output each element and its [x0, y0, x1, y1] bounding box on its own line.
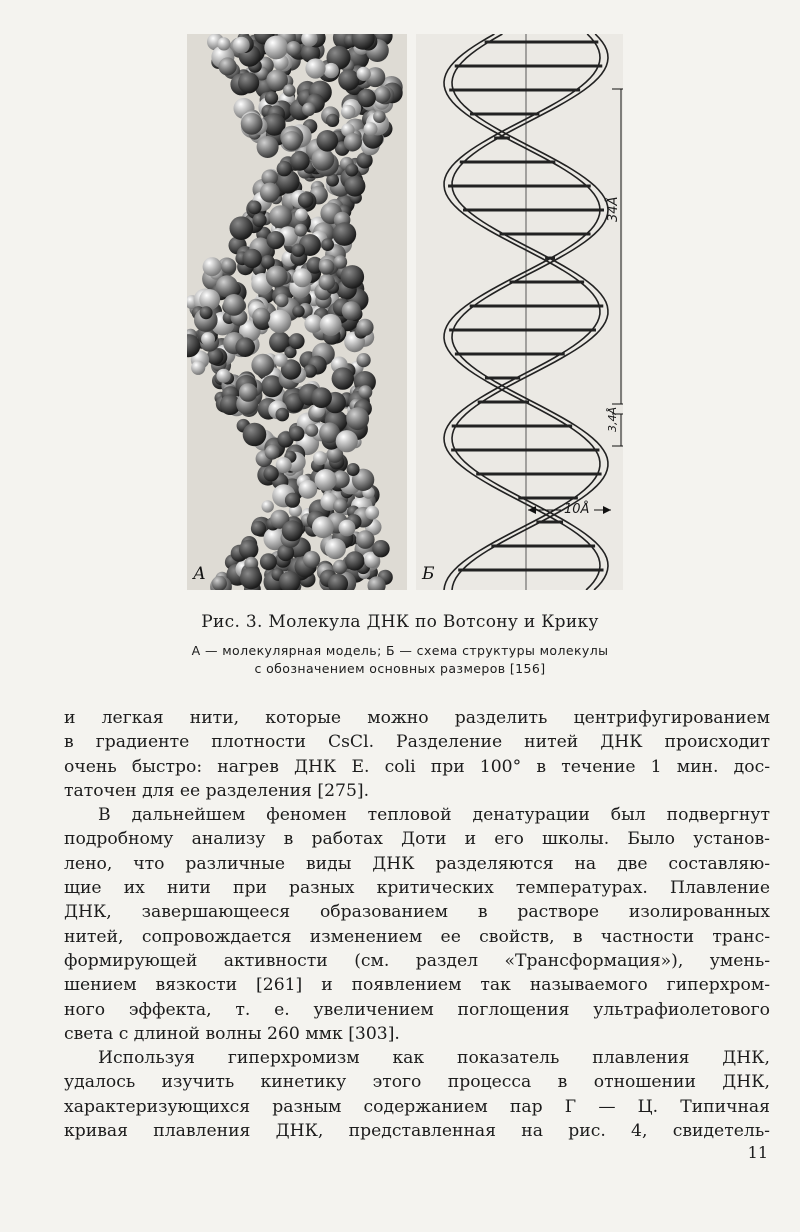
atom-ball — [221, 258, 236, 273]
atom-ball — [298, 192, 314, 208]
atom-ball — [238, 72, 259, 93]
atom-ball — [341, 265, 365, 289]
atom-ball — [274, 353, 288, 367]
panel-a-letter: А — [193, 564, 206, 584]
atom-ball — [341, 105, 355, 119]
atom-ball — [374, 86, 391, 103]
atom-ball — [344, 176, 365, 197]
figure-caption-title: Рис. 3. Молекула ДНК по Вотсону и Крику — [201, 612, 599, 632]
atom-ball — [260, 183, 280, 203]
atom-ball — [333, 499, 348, 514]
atom-ball — [365, 506, 379, 520]
text-line: и легкая нити, которые можно разделить центрифугированием — [64, 708, 770, 728]
atom-ball — [373, 110, 386, 123]
atom-ball — [266, 266, 288, 288]
text-line: ДНК, завершающееся образованием в растворе изолированных — [64, 902, 770, 923]
atom-ball — [315, 469, 337, 491]
atom-ball — [233, 37, 250, 54]
atom-ball — [346, 407, 369, 430]
figure-caption-legend-1: А — молекулярная модель; Б — схема структуры молекулы — [191, 643, 609, 658]
atom-ball — [217, 37, 230, 50]
atom-ball — [240, 567, 262, 589]
atom-ball — [326, 114, 339, 127]
atom-ball — [282, 131, 302, 151]
atom-ball — [268, 310, 291, 333]
atom-ball — [277, 161, 292, 176]
atom-ball — [251, 354, 274, 377]
molecular-model-image — [187, 34, 407, 590]
atom-ball — [262, 500, 274, 512]
atom-ball — [342, 301, 361, 320]
atom-ball — [319, 274, 335, 290]
atom-ball — [260, 553, 277, 570]
atom-ball — [364, 122, 378, 136]
atom-ball — [282, 520, 303, 541]
atom-ball — [295, 208, 308, 221]
atom-ball — [219, 57, 237, 75]
atom-ball — [248, 201, 262, 215]
atom-ball — [252, 308, 270, 326]
atom-ball — [275, 294, 288, 307]
atom-ball — [332, 367, 354, 389]
rise-label: 3,4Å — [606, 406, 619, 432]
atom-ball — [241, 113, 263, 135]
atom-ball — [265, 445, 280, 460]
atom-ball — [269, 205, 292, 228]
atom-ball — [263, 466, 278, 481]
diameter-label: 10Å — [564, 502, 590, 517]
text-line: подробному анализу в работах Доти и его школы. Было установ- — [64, 829, 770, 850]
atom-ball — [359, 385, 373, 399]
atom-ball — [344, 133, 362, 151]
atom-ball — [289, 426, 304, 441]
atom-ball — [286, 41, 301, 56]
atom-ball — [357, 353, 371, 367]
arrowhead — [603, 506, 611, 514]
atom-ball — [243, 249, 262, 268]
atom-ball — [293, 268, 312, 287]
atom-ball — [294, 224, 307, 237]
atom-ball — [356, 319, 373, 336]
text-line: удалось изучить кинетику этого процесса в отношении ДНК, — [64, 1072, 770, 1093]
text-line: света с длиной волны 260 ммк [303]. — [64, 1023, 400, 1044]
text-line: лено, что различные виды ДНК разделяются на две составляю- — [64, 853, 770, 874]
atom-ball — [276, 408, 290, 422]
atom-ball — [320, 314, 342, 336]
atom-ball — [251, 521, 266, 536]
atom-ball — [283, 84, 296, 97]
atom-ball — [217, 369, 231, 383]
atom-ball — [345, 551, 364, 570]
body-text — [64, 706, 770, 1143]
pitch-label: 34Å — [606, 196, 621, 222]
atom-ball — [317, 130, 339, 152]
atom-ball — [302, 103, 316, 117]
atom-ball — [264, 36, 288, 60]
atom-ball — [334, 255, 348, 269]
atom-ball — [305, 58, 325, 78]
atom-ball — [319, 259, 335, 275]
atom-ball — [312, 148, 335, 171]
helix-schematic — [416, 34, 623, 590]
atom-ball — [235, 337, 255, 357]
atom-ball — [324, 63, 339, 78]
atom-ball — [285, 493, 300, 508]
text-line: таточен для ее разделения [275]. — [64, 780, 370, 801]
atom-ball — [239, 540, 258, 559]
text-line: формирующей активности (см. раздел «Трансформация»), умень- — [64, 950, 770, 971]
atom-ball — [292, 305, 304, 317]
atom-ball — [191, 361, 205, 375]
atom-ball — [265, 91, 278, 104]
text-line: Используя гиперхромизм как показатель плавления ДНК, — [98, 1048, 770, 1069]
atom-ball — [239, 383, 258, 402]
text-line: щие их нити при разных критических температурах. Плавление — [64, 878, 770, 899]
atom-ball — [347, 463, 360, 476]
atom-ball — [333, 222, 357, 246]
text-line: характеризующихся разным содержанием пар Г — Ц. Типичная — [64, 1096, 770, 1117]
atom-ball — [203, 257, 222, 276]
text-line: нитей, сопровождается изменением ее свойств, в частности транс- — [64, 926, 770, 947]
atom-ball — [305, 424, 318, 437]
atom-ball — [313, 451, 327, 465]
atom-ball — [339, 520, 356, 537]
text-line: В дальнейшем феномен тепловой денатурации был подвергнут — [98, 805, 770, 826]
page-number: 11 — [747, 1143, 768, 1162]
atom-ball — [312, 516, 334, 538]
atom-ball — [267, 231, 285, 249]
atom-ball — [357, 89, 376, 108]
text-line: в градиенте плотности CsCl. Разделение нитей ДНК происходит — [64, 732, 770, 753]
atom-ball — [333, 560, 347, 574]
molecular-model-photo — [187, 34, 407, 590]
atom-ball — [290, 151, 310, 171]
atom-ball — [292, 244, 305, 257]
atom-ball — [201, 332, 215, 346]
atom-ball — [289, 333, 305, 349]
atom-ball — [257, 136, 279, 158]
figure-dna — [187, 34, 623, 590]
atom-ball — [338, 69, 359, 90]
atom-ball — [230, 216, 254, 240]
figure-caption-legend-2: с обозначением основных размеров [156] — [254, 661, 546, 676]
text-line: кривая плавления ДНК, представленная на рис. 4, свидетель- — [64, 1121, 770, 1142]
atom-ball — [299, 480, 318, 499]
text-line: ного эффекта, т. е. увеличением поглощения ультрафиолетового — [64, 999, 770, 1020]
atom-ball — [200, 306, 213, 319]
atom-ball — [223, 294, 245, 316]
atom-ball — [336, 430, 358, 452]
atom-ball — [321, 238, 334, 251]
text-line: очень быстро: нагрев ДНК E. coli при 100° в течение 1 мин. дос- — [64, 756, 770, 777]
atom-ball — [199, 289, 220, 310]
atom-ball — [303, 551, 320, 568]
text-line: шением вязкости [261] и появлением так называемого гиперхром- — [64, 975, 770, 996]
atom-ball — [243, 423, 267, 447]
atom-ball — [357, 67, 371, 81]
atom-ball — [325, 538, 346, 559]
atom-ball — [345, 164, 358, 177]
atom-ball — [311, 387, 332, 408]
double-helix-diagram — [416, 34, 623, 590]
atom-ball — [372, 540, 389, 557]
panel-b-letter: Б — [422, 564, 435, 584]
atom-ball — [356, 530, 375, 549]
atom-ball — [253, 213, 267, 227]
